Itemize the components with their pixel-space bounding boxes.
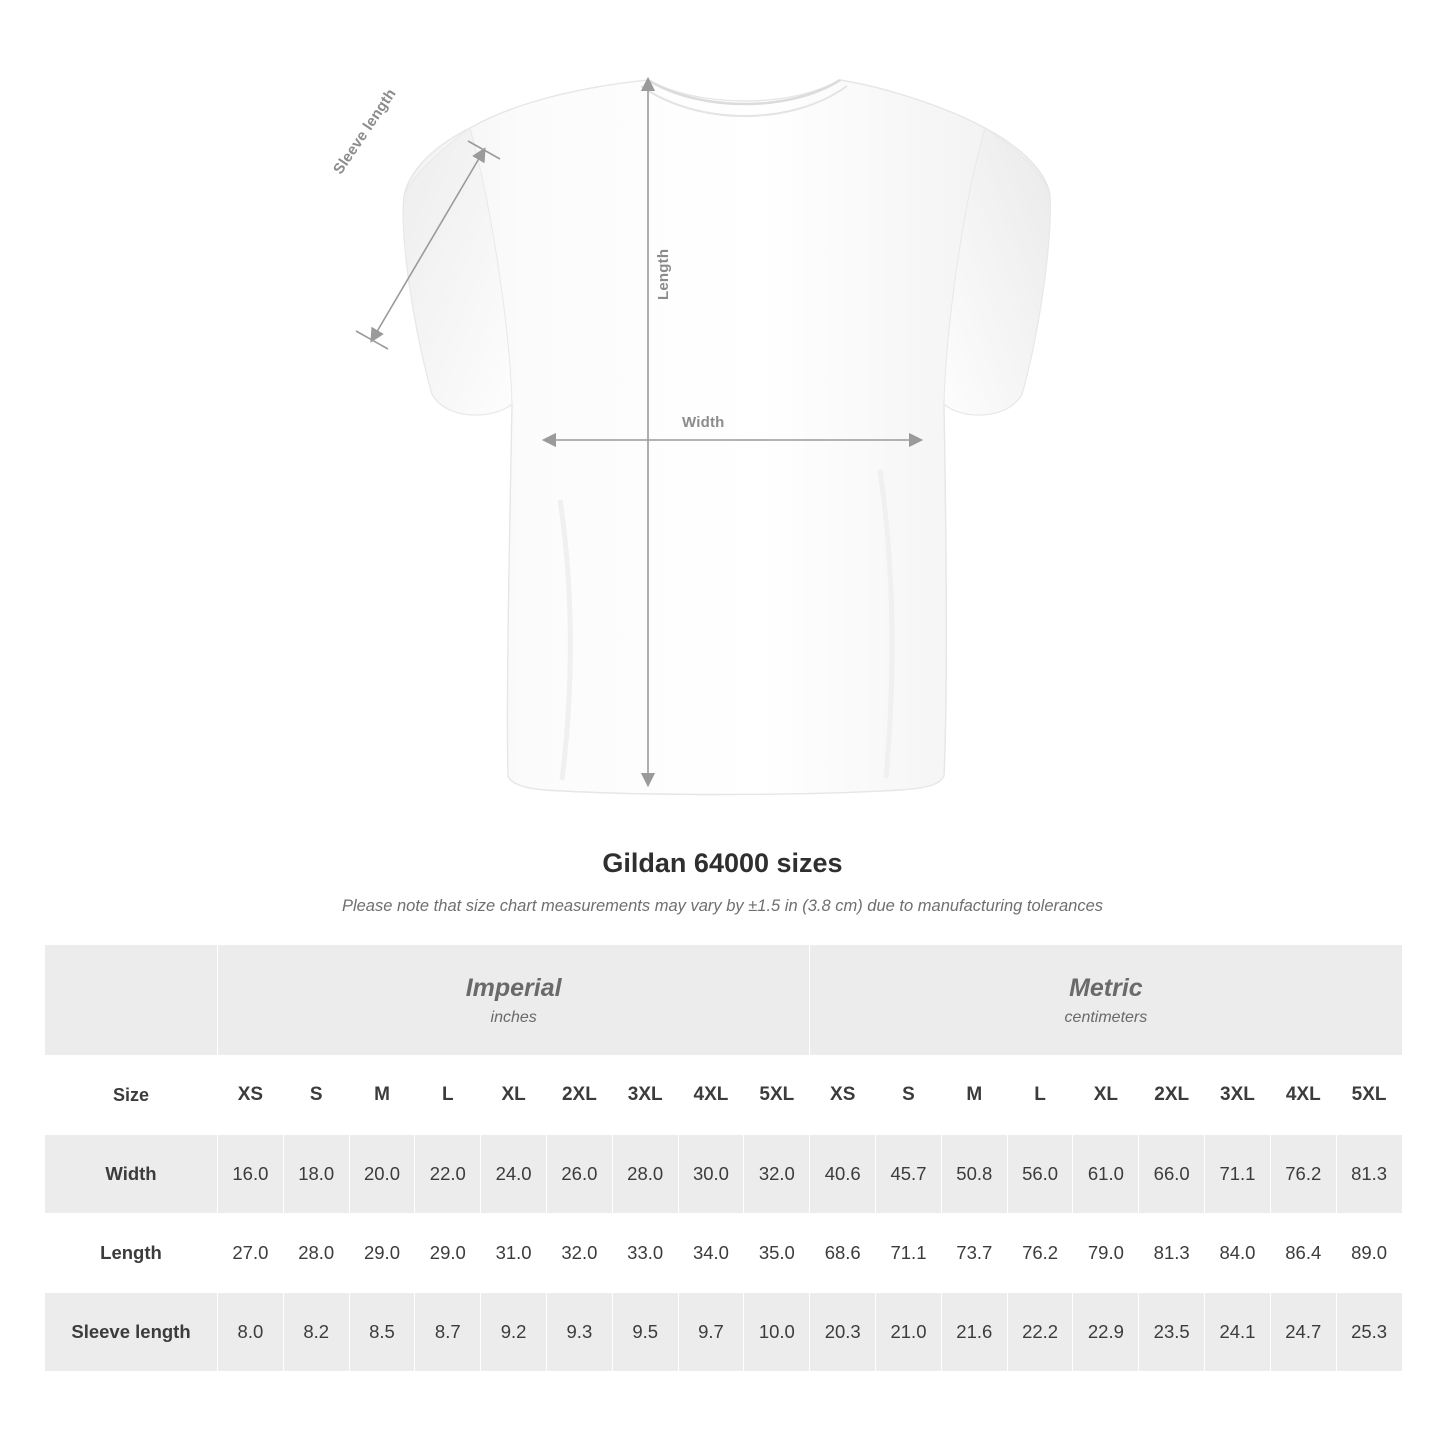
measurement-cell: 22.9 [1073, 1293, 1139, 1372]
unit-header-row [45, 945, 1403, 1056]
measurement-cell: 29.0 [349, 1214, 415, 1293]
unit-subtitle: centimeters [1064, 1008, 1148, 1026]
measurement-cell: 10.0 [744, 1293, 810, 1372]
measurement-cell: 28.0 [612, 1135, 678, 1214]
measurement-cell: 76.2 [1007, 1214, 1073, 1293]
measurement-cell: 8.5 [349, 1293, 415, 1372]
measurement-cell: 73.7 [941, 1214, 1007, 1293]
size-header-cell: XL [481, 1056, 547, 1135]
size-table-wrapper [44, 944, 1401, 1372]
measurement-cell: 26.0 [546, 1135, 612, 1214]
measurement-cell: 8.7 [415, 1293, 481, 1372]
size-header-cell: XS [218, 1056, 284, 1135]
table-row [45, 1135, 1403, 1214]
measurement-cell: 31.0 [481, 1214, 547, 1293]
size-header-cell: 4XL [1270, 1056, 1336, 1135]
measurement-cell: 18.0 [283, 1135, 349, 1214]
measurement-cell: 9.3 [546, 1293, 612, 1372]
measurement-cell: 27.0 [218, 1214, 284, 1293]
size-header-cell: 4XL [678, 1056, 744, 1135]
unit-header-metric [810, 945, 1402, 1056]
measurement-cell: 22.2 [1007, 1293, 1073, 1372]
measurement-cell: 9.2 [481, 1293, 547, 1372]
measurement-cell: 71.1 [876, 1214, 942, 1293]
measurement-cell: 40.6 [810, 1135, 876, 1214]
size-header-label: Size [45, 1056, 218, 1135]
size-header-cell: 2XL [1139, 1056, 1205, 1135]
measurement-cell: 22.0 [415, 1135, 481, 1214]
unit-name: Imperial [465, 974, 562, 1003]
measurement-cell: 50.8 [941, 1135, 1007, 1214]
measurement-cell: 61.0 [1073, 1135, 1139, 1214]
row-label: Length [45, 1214, 218, 1293]
size-header-row [45, 1056, 1403, 1135]
measurement-cell: 81.3 [1336, 1135, 1402, 1214]
row-label: Sleeve length [45, 1293, 218, 1372]
size-header-cell: 5XL [1336, 1056, 1402, 1135]
measurement-cell: 66.0 [1139, 1135, 1205, 1214]
measurement-cell: 32.0 [546, 1214, 612, 1293]
size-header-cell: L [1007, 1056, 1073, 1135]
size-header-cell: L [415, 1056, 481, 1135]
unit-header-imperial [218, 945, 810, 1056]
measurement-cell: 68.6 [810, 1214, 876, 1293]
measurement-cell: 24.0 [481, 1135, 547, 1214]
measurement-cell: 20.3 [810, 1293, 876, 1372]
measurement-cell: 21.6 [941, 1293, 1007, 1372]
measurement-cell: 9.7 [678, 1293, 744, 1372]
measurement-cell: 24.7 [1270, 1293, 1336, 1372]
size-header-cell: 3XL [1205, 1056, 1271, 1135]
size-header-cell: XS [810, 1056, 876, 1135]
tolerance-note: Please note that size chart measurements may vary by ±1.5 in (3.8 cm) due to manufacturing tolerances [341, 897, 1104, 915]
size-chart-table [44, 944, 1403, 1372]
measurement-cell: 34.0 [678, 1214, 744, 1293]
measurement-cell: 21.0 [876, 1293, 942, 1372]
measurement-cell: 81.3 [1139, 1214, 1205, 1293]
measurement-cell: 20.0 [349, 1135, 415, 1214]
measurement-cell: 9.5 [612, 1293, 678, 1372]
measurement-cell: 71.1 [1205, 1135, 1271, 1214]
measurement-cell: 45.7 [876, 1135, 942, 1214]
measurement-cell: 32.0 [744, 1135, 810, 1214]
length-dimension-label: Length [655, 248, 672, 300]
measurement-cell: 76.2 [1270, 1135, 1336, 1214]
size-header-cell: M [941, 1056, 1007, 1135]
size-header-cell: S [283, 1056, 349, 1135]
table-row [45, 1293, 1403, 1372]
measurement-cell: 16.0 [218, 1135, 284, 1214]
title-block [0, 848, 1445, 916]
measurement-cell: 84.0 [1205, 1214, 1271, 1293]
measurement-cell: 24.1 [1205, 1293, 1271, 1372]
measurement-cell: 8.0 [218, 1293, 284, 1372]
measurement-cell: 29.0 [415, 1214, 481, 1293]
measurement-cell: 8.2 [283, 1293, 349, 1372]
measurement-cell: 79.0 [1073, 1214, 1139, 1293]
unit-name: Metric [1069, 974, 1143, 1003]
measurement-cell: 23.5 [1139, 1293, 1205, 1372]
size-header-cell: 2XL [546, 1056, 612, 1135]
size-header-cell: M [349, 1056, 415, 1135]
size-header-cell: 3XL [612, 1056, 678, 1135]
measurement-cell: 25.3 [1336, 1293, 1402, 1372]
measurement-cell: 56.0 [1007, 1135, 1073, 1214]
unit-header-spacer [45, 945, 218, 1056]
unit-subtitle: inches [490, 1008, 537, 1026]
size-header-cell: 5XL [744, 1056, 810, 1135]
size-header-cell: XL [1073, 1056, 1139, 1135]
row-label: Width [45, 1135, 218, 1214]
measurement-cell: 35.0 [744, 1214, 810, 1293]
width-dimension-label: Width [682, 414, 725, 431]
measurement-cell: 30.0 [678, 1135, 744, 1214]
measurement-cell: 28.0 [283, 1214, 349, 1293]
measurement-cell: 89.0 [1336, 1214, 1402, 1293]
sleeve-length-dimension-label: Sleeve length [330, 85, 400, 178]
measurement-cell: 33.0 [612, 1214, 678, 1293]
page-title: Gildan 64000 sizes [602, 848, 843, 878]
measurement-cell: 86.4 [1270, 1214, 1336, 1293]
size-header-cell: S [876, 1056, 942, 1135]
table-row [45, 1214, 1403, 1293]
